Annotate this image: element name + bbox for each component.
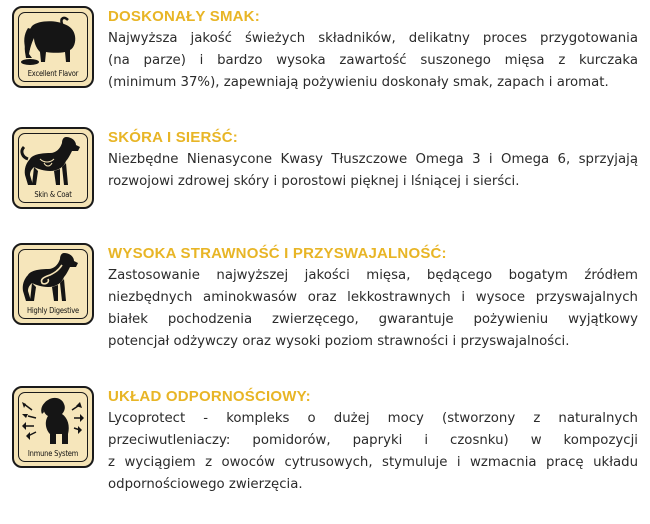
- description-line: potencjał odżywczy oraz wysoki poziom strawności i przyswajalności.: [108, 334, 570, 349]
- description-line: białek pochodzenia zwierzęcego, gwarantuje pożywieniu wyjątkowy: [108, 312, 638, 327]
- description-line: przeciwutleniaczy: pomidorów, papryki i czosnku) w kompozycji: [108, 433, 638, 448]
- feature-description: [108, 149, 638, 193]
- description-line: Lycoprotect - kompleks o dużej mocy (stworzony z naturalnych: [108, 411, 638, 426]
- badge-caption: Excellent Flavor: [27, 69, 79, 78]
- highly-digestive-badge: [12, 243, 94, 325]
- description-line: (na parze) i bardzo wysoka zawartość suszonego mięsa z kurczaka: [108, 53, 638, 68]
- feature-description: [108, 28, 638, 94]
- badge-caption: Skin & Coat: [34, 190, 72, 199]
- badge-caption: Highly Digestive: [26, 306, 79, 315]
- feature-heading: UKŁAD ODPORNOŚCIOWY:: [108, 388, 311, 405]
- feature-heading: SKÓRA I SIERŚĆ:: [108, 129, 238, 146]
- description-line: Najwyższa jakość świeżych składników, delikatny proces przygotowania: [108, 31, 638, 46]
- feature-description: [108, 408, 638, 496]
- description-line: (minimum 37%), zapewniają pożywieniu doskonały smak, zapach i aromat.: [108, 75, 609, 90]
- dog-digestive-icon: [18, 249, 88, 307]
- dog-immune-icon: [18, 392, 88, 450]
- dog-coat-icon: [18, 133, 88, 191]
- description-line: Zastosowanie najwyższej jakości mięsa, będącego bogatym źródłem: [108, 268, 638, 283]
- feature-description: [108, 265, 638, 353]
- description-line: odpornościowego zwierzęcia.: [108, 477, 303, 492]
- description-line: niezbędnych aminokwasów oraz lekkostrawnych i wysoce przyswajalnych: [108, 290, 638, 305]
- immune-system-badge: [12, 386, 94, 468]
- excellent-flavor-badge: [12, 6, 94, 88]
- feature-heading: DOSKONAŁY SMAK:: [108, 8, 260, 25]
- badge-caption: Inmune System: [27, 449, 79, 458]
- description-line: rozwojowi zdrowej skóry i porostowi pięknej i lśniącej i sierści.: [108, 174, 520, 189]
- dog-eating-icon: [18, 12, 88, 70]
- description-line: Niezbędne Nienasycone Kwasy Tłuszczowe Omega 3 i Omega 6, sprzyjają: [108, 152, 638, 167]
- skin-coat-badge: [12, 127, 94, 209]
- feature-heading: WYSOKA STRAWNOŚĆ I PRZYSWAJALNOŚĆ:: [108, 245, 447, 262]
- description-line: z wyciągiem z owoców cytrusowych, stymuluje i wzmacnia pracę układu: [108, 455, 638, 470]
